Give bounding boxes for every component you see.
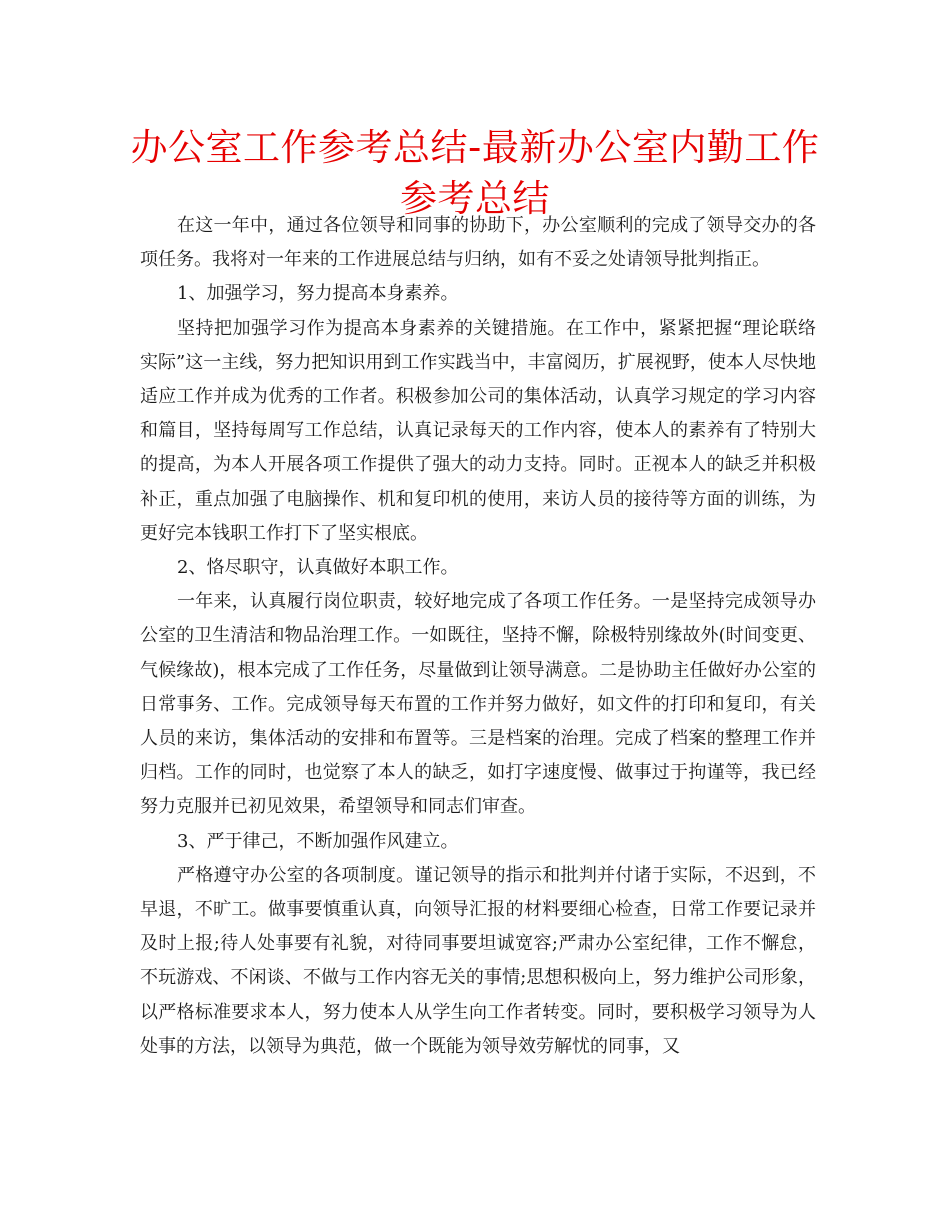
paragraph-section-3: 严格遵守办公室的各项制度。谨记领导的指示和批判并付诸于实际，不迟到，不早退，不旷工。做事要慎重认真，向领导汇报的材料要细心检查，日常工作要记录并及时上报;待人处事要有礼貌，对待同事要坦诚宽容;严肃办公室纪律，工作不懈怠，不玩游戏、不闲谈、不做与工作内容无关的事情;思想积极向上，努力维护公司形象，以严格标准要求本人，努力使本人从学生向工作者转变。同时，要积极学习领导为人处事的方法，以领导为典范，做一个既能为领导效劳解忧的同事，又 xyxy=(140,864,816,1057)
section-heading-3: 3、严于律己，不断加强作风建立。 xyxy=(177,830,459,852)
paragraph-intro: 在这一年中，通过各位领导和同事的协助下，办公室顺利的完成了领导交办的各项任务。我将对一年来的工作进展总结与归纳，如有不妥之处请领导批判指正。 xyxy=(140,215,816,271)
document-body xyxy=(140,209,816,1064)
section-heading-1: 1、加强学习，努力提高本身素养。 xyxy=(177,283,459,305)
section-heading-2: 2、恪尽职守，认真做好本职工作。 xyxy=(177,557,459,579)
document-title: 办公室工作参考总结-最新办公室内勤工作参考总结 xyxy=(130,126,820,220)
paragraph-section-2: 一年来，认真履行岗位职责，较好地完成了各项工作任务。一是坚持完成领导办公室的卫生清洁和物品治理工作。一如既往，坚持不懈，除极特别缘故外(时间变更、气候缘故)，根本完成了工作任务，尽量做到让领导满意。二是协助主任做好办公室的日常事务、工作。完成领导每天布置的工作并努力做好，如文件的打印和复印，有关人员的来访，集体活动的安排和布置等。三是档案的治理。完成了档案的整理工作并归档。工作的同时，也觉察了本人的缺乏，如打字速度慢、做事过于拘谨等，我已经努力克服并已初见效果，希望领导和同志们审查。 xyxy=(140,591,816,818)
paragraph-section-1: 坚持把加强学习作为提高本身素养的关键措施。在工作中，紧紧把握“理论联络实际”这一主线，努力把知识用到工作实践当中，丰富阅历，扩展视野，使本人尽快地适应工作并成为优秀的工作者。积极参加公司的集体活动，认真学习规定的学习内容和篇目，坚持每周写工作总结，认真记录每天的工作内容，使本人的素养有了特别大的提高，为本人开展各项工作提供了强大的动力支持。同时。正视本人的缺乏并积极补正，重点加强了电脑操作、机和复印机的使用，来访人员的接待等方面的训练，为更好完本钱职工作打下了坚实根底。 xyxy=(140,317,816,544)
